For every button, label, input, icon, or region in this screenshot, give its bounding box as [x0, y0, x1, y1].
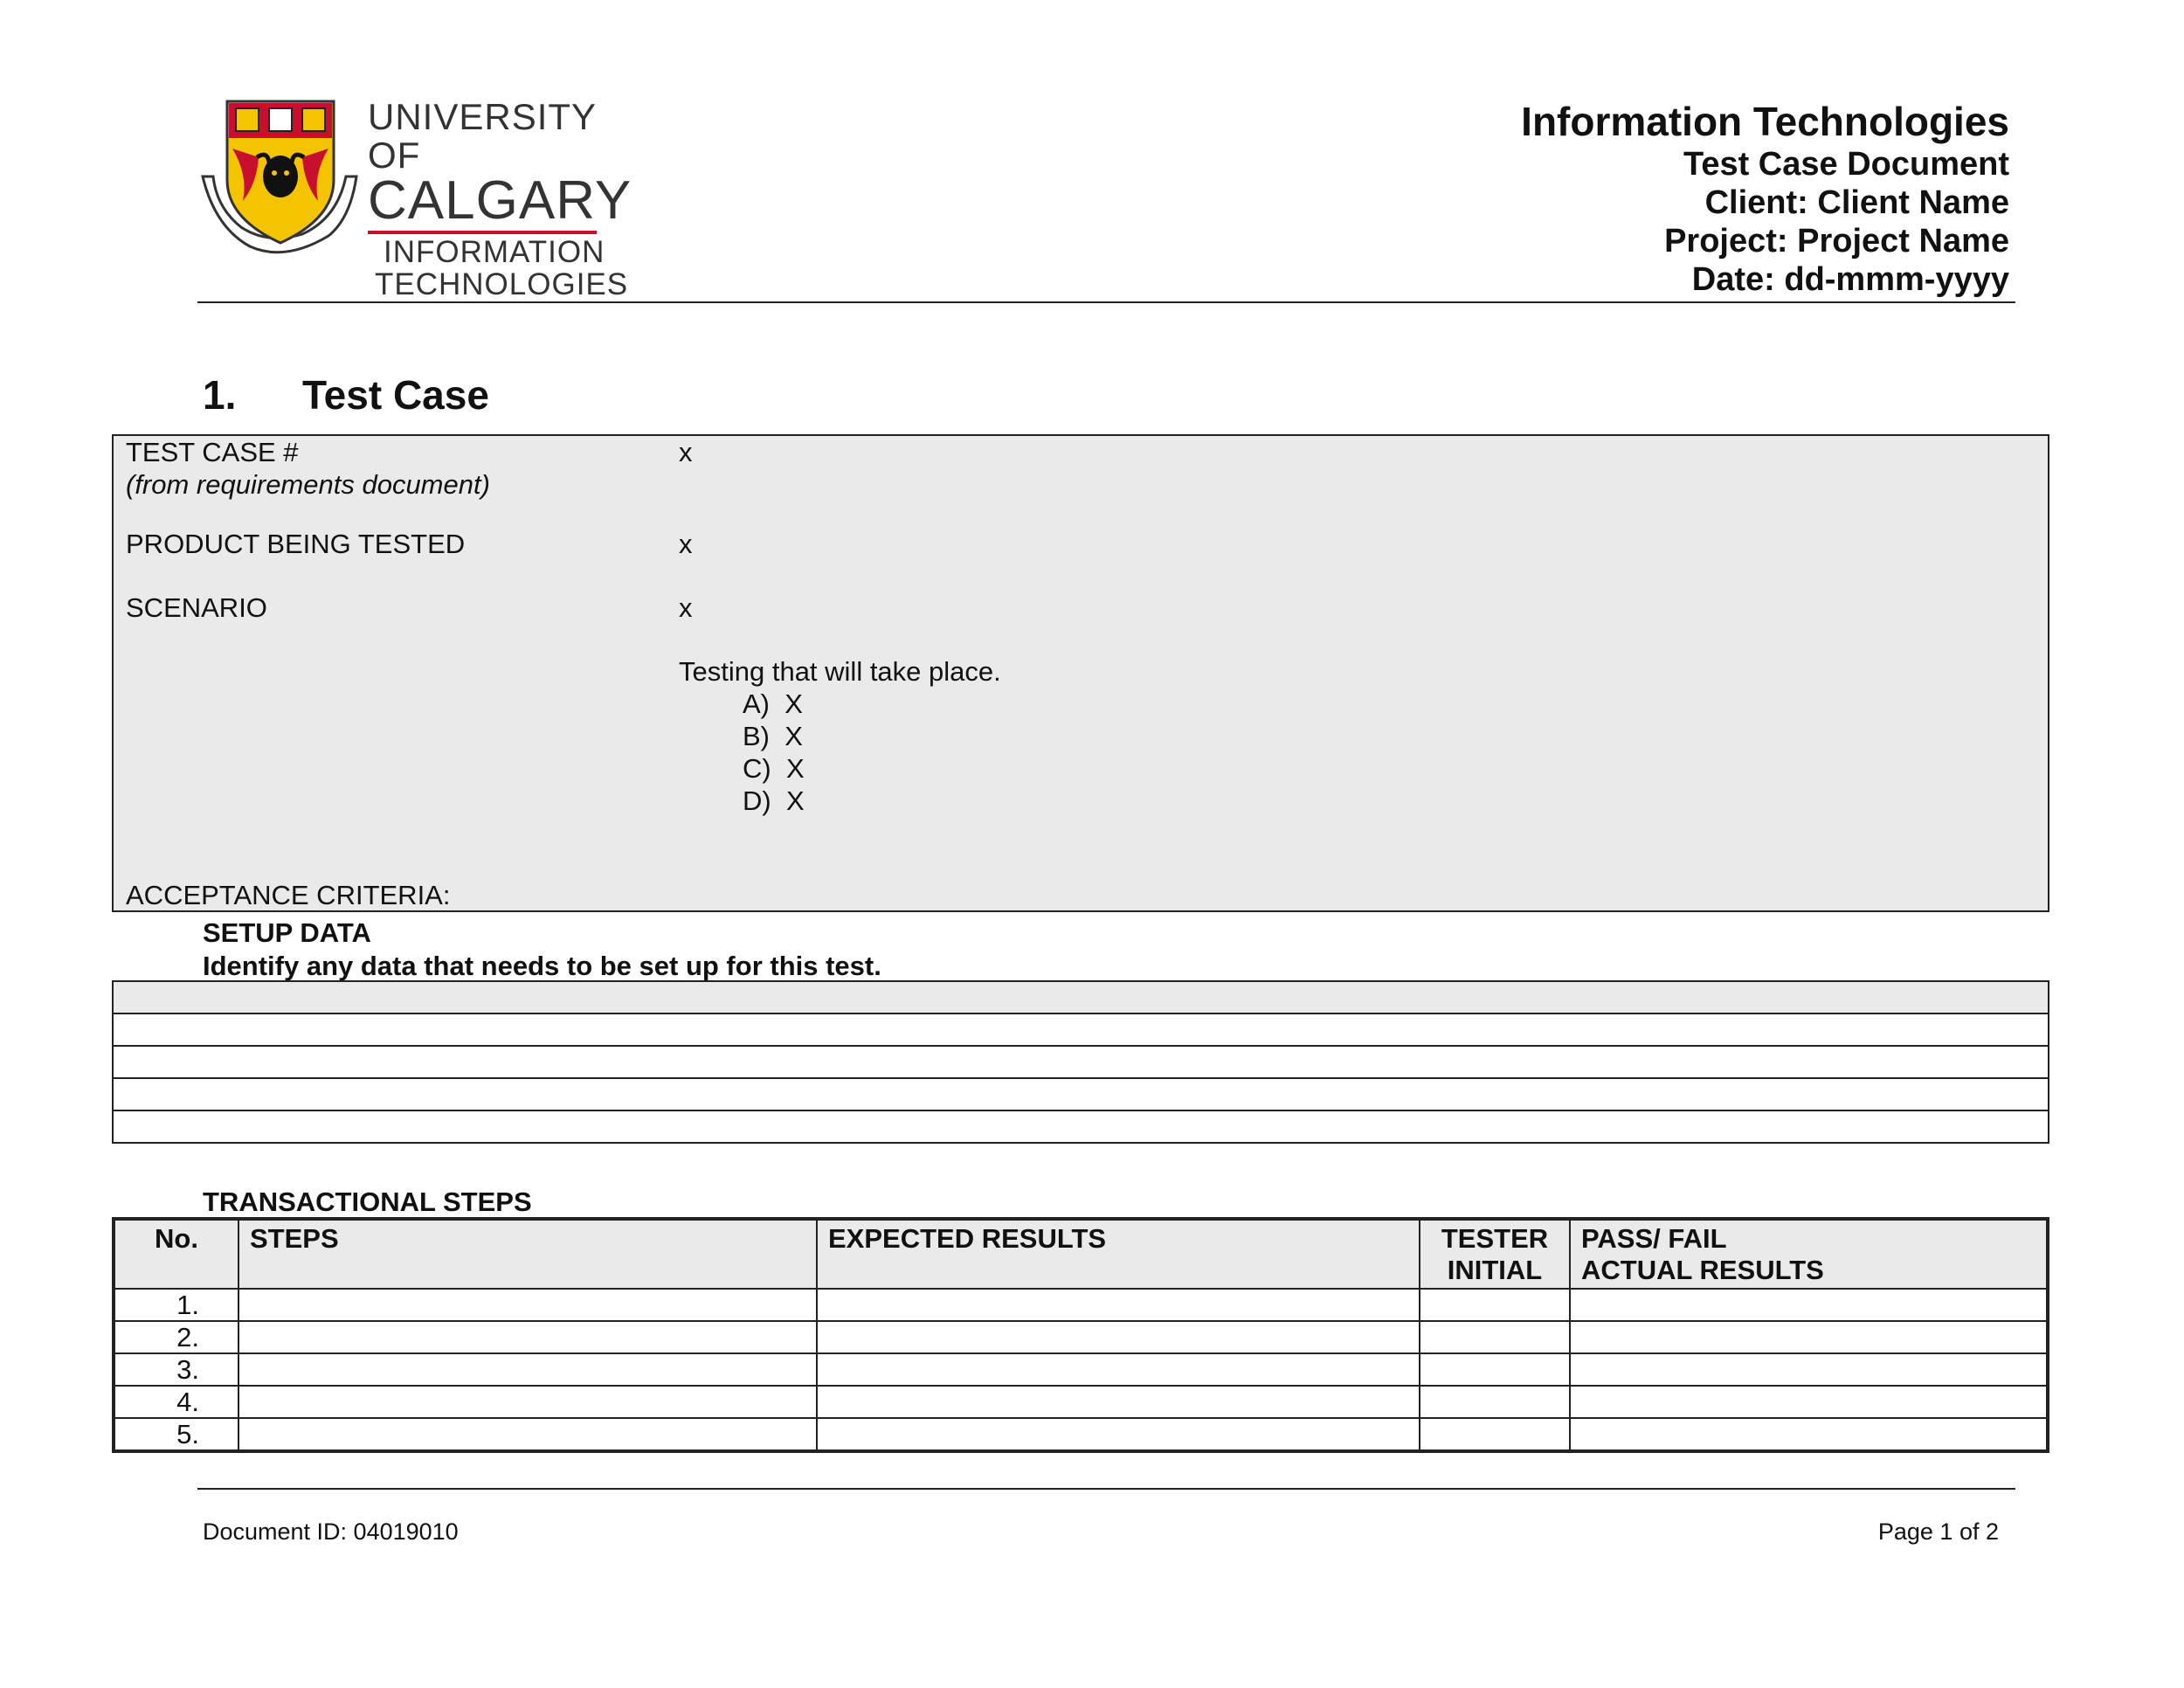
logo-line-1: UNIVERSITY OF [368, 96, 597, 176]
section-title-text: Test Case [302, 372, 489, 418]
test-case-value: x [679, 437, 693, 467]
row-number: 2. [114, 1321, 238, 1353]
scenario-value: x [679, 592, 693, 623]
row-number: 3. [114, 1353, 238, 1386]
step-cell[interactable] [238, 1386, 817, 1418]
setup-cell[interactable] [113, 1046, 2049, 1078]
section-title [203, 371, 489, 419]
step-cell[interactable] [238, 1321, 817, 1353]
test-list-item: B) X [743, 721, 803, 751]
acceptance-criteria-label: ACCEPTANCE CRITERIA: [126, 880, 451, 910]
actual-cell[interactable] [1570, 1321, 2048, 1353]
col-header-pass-fail: PASS/ FAIL ACTUAL RESULTS [1570, 1219, 2048, 1289]
table-row [114, 1418, 2048, 1451]
test-case-label: TEST CASE # [126, 437, 299, 467]
row-number: 5. [114, 1418, 238, 1451]
actual-cell[interactable] [1570, 1353, 2048, 1386]
header-doc-type: Test Case Document [1683, 146, 2009, 183]
table-row [114, 1386, 2048, 1418]
transactional-steps-title: TRANSACTIONAL STEPS [203, 1186, 532, 1217]
table-row [114, 1289, 2048, 1321]
row-number: 4. [114, 1386, 238, 1418]
row-number: 1. [114, 1289, 238, 1321]
test-list-item: D) X [743, 785, 805, 816]
product-value: x [679, 529, 693, 559]
header-client: Client: Client Name [1704, 184, 2009, 221]
header-divider [197, 301, 2015, 303]
col-header-no: No. [114, 1219, 238, 1289]
expected-cell[interactable] [817, 1321, 1420, 1353]
document-id: Document ID: 04019010 [203, 1519, 459, 1545]
expected-cell[interactable] [817, 1386, 1420, 1418]
test-case-box [112, 434, 2049, 912]
setup-cell[interactable] [113, 1110, 2049, 1143]
table-row [113, 981, 2049, 1013]
test-list-item: A) X [743, 688, 803, 719]
page-number: Page 1 of 2 [1877, 1519, 1999, 1545]
table-row [113, 1046, 2049, 1078]
header-date: Date: dd-mmm-yyyy [1691, 261, 2009, 298]
header-title: Information Technologies [1521, 99, 2009, 144]
logo-line-2: CALGARY [368, 170, 632, 231]
col-header-expected: EXPECTED RESULTS [817, 1219, 1420, 1289]
university-logo [197, 96, 632, 301]
expected-cell[interactable] [817, 1418, 1420, 1451]
header-project: Project: Project Name [1664, 223, 2009, 259]
logo-rule [368, 231, 597, 234]
initial-cell[interactable] [1420, 1353, 1570, 1386]
actual-cell[interactable] [1570, 1418, 2048, 1451]
setup-data-table [112, 980, 2049, 1144]
expected-cell[interactable] [817, 1353, 1420, 1386]
testing-intro: Testing that will take place. [679, 656, 1001, 687]
col-header-steps: STEPS [238, 1219, 817, 1289]
actual-cell[interactable] [1570, 1289, 2048, 1321]
table-row [113, 1013, 2049, 1046]
setup-data-description: Identify any data that needs to be set up for this test. [203, 951, 881, 981]
setup-data-title: SETUP DATA [203, 917, 371, 948]
test-list-item: C) X [743, 753, 805, 784]
step-cell[interactable] [238, 1353, 817, 1386]
product-label: PRODUCT BEING TESTED [126, 529, 466, 559]
initial-cell[interactable] [1420, 1386, 1570, 1418]
step-cell[interactable] [238, 1418, 817, 1451]
table-row [114, 1321, 2048, 1353]
scenario-label: SCENARIO [126, 592, 267, 623]
initial-cell[interactable] [1420, 1321, 1570, 1353]
table-row [113, 1078, 2049, 1110]
test-case-note: (from requirements document) [126, 469, 490, 500]
step-cell[interactable] [238, 1289, 817, 1321]
table-row [113, 1110, 2049, 1143]
university-crest-icon [197, 96, 363, 262]
document-header [1521, 98, 2009, 299]
expected-cell[interactable] [817, 1289, 1420, 1321]
actual-cell[interactable] [1570, 1386, 2048, 1418]
section-number: 1. [203, 372, 237, 418]
col-header-tester-initial: TESTER INITIAL [1420, 1219, 1570, 1289]
logo-line-3: INFORMATION [384, 235, 605, 269]
setup-cell[interactable] [113, 1013, 2049, 1046]
setup-cell[interactable] [113, 981, 2049, 1013]
transactional-steps-table [112, 1217, 2049, 1453]
table-header-row [114, 1219, 2048, 1289]
initial-cell[interactable] [1420, 1289, 1570, 1321]
table-row [114, 1353, 2048, 1386]
initial-cell[interactable] [1420, 1418, 1570, 1451]
logo-line-4: TECHNOLOGIES [375, 267, 629, 301]
footer-divider [197, 1488, 2015, 1490]
setup-cell[interactable] [113, 1078, 2049, 1110]
